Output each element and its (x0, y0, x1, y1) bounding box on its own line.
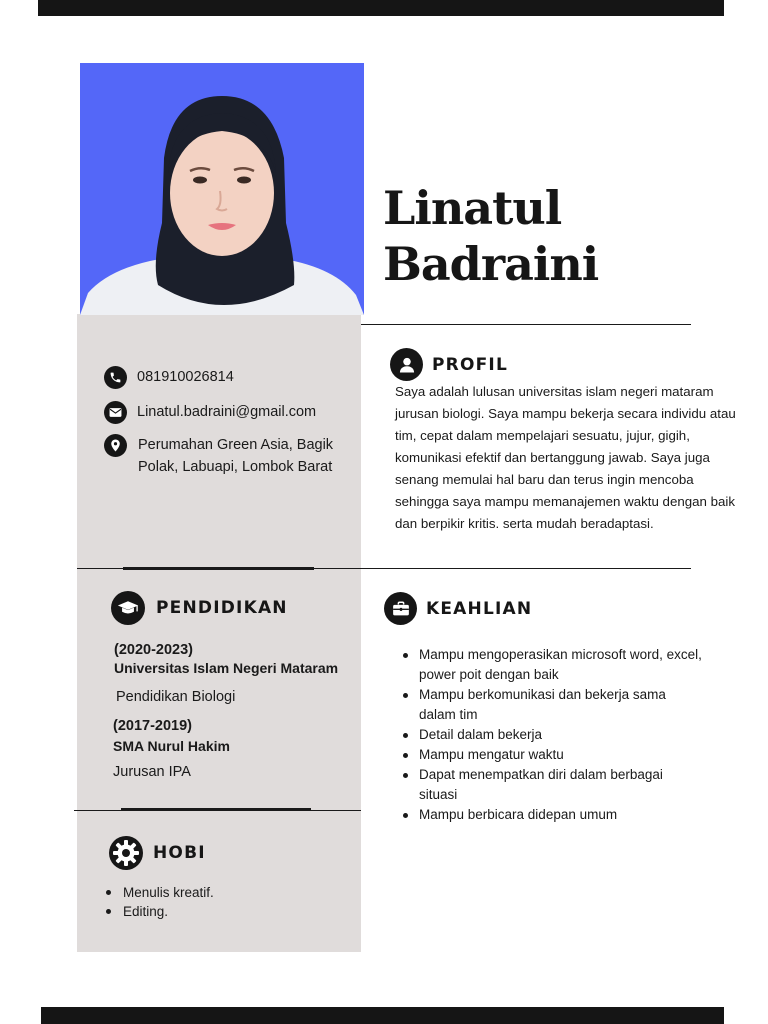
profile-summary: Saya adalah lulusan universitas islam negeri mataram jurusan biologi. Saya mampu bekerja secara individu atau tim, cepat dalam mempelajari sesuatu, jujur, gigih, komunikasi efektif dan bertanggung jawab. Saya juga senang memulai hal baru dan terus ingin mencoba sehingga saya mampu memanajemen waktu dengan baik dan berpikir kritis. serta mudah beradaptasi. (395, 384, 736, 531)
skills-title: KEAHLIAN (426, 598, 533, 619)
hobbies-heading (109, 836, 206, 870)
education-major-1: Pendidikan Biologi (116, 689, 236, 705)
email-address: Linatul.badraini@gmail.com (137, 404, 317, 420)
education-period-2: (2017-2019) (113, 718, 192, 734)
graduation-cap-icon (111, 591, 145, 625)
name-line-1: Linatul (383, 181, 562, 235)
education-period-1: (2020-2023) (114, 642, 193, 658)
mail-icon (104, 401, 127, 424)
name-line-2: Badraini (383, 237, 599, 291)
phone-icon (104, 366, 127, 389)
user-icon (390, 348, 423, 381)
hobbies-list (106, 883, 214, 921)
briefcase-icon (384, 592, 417, 625)
contact-email (104, 401, 316, 424)
divider-name (361, 324, 691, 325)
profile-title: PROFIL (432, 354, 508, 375)
portrait-illustration (80, 63, 364, 315)
skills-heading (384, 592, 532, 625)
education-school-1: Universitas Islam Negeri Mataram (114, 660, 339, 676)
divider-sidebar-accent (121, 808, 311, 811)
list-item: Editing. (106, 902, 214, 921)
contact-phone (104, 366, 234, 389)
contact-address (104, 434, 333, 478)
divider-middle-accent (123, 567, 314, 570)
list-item: Detail dalam bekerja (403, 725, 703, 745)
list-item: Menulis kreatif. (106, 883, 214, 902)
profile-photo (80, 63, 364, 315)
location-pin-icon (104, 434, 127, 457)
list-item: Mampu mengoperasikan microsoft word, excel, power poit dengan baik (403, 645, 703, 685)
address-line-1: Perumahan Green Asia, Bagik (138, 437, 334, 453)
list-item: Dapat menempatkan diri dalam berbagai situasi (403, 765, 703, 805)
gear-icon (109, 836, 143, 870)
education-school-2: SMA Nurul Hakim (113, 738, 230, 754)
address-text (138, 434, 333, 478)
top-bar (38, 0, 724, 16)
education-title: PENDIDIKAN (156, 598, 288, 618)
education-heading (111, 591, 288, 625)
bottom-bar (41, 1007, 724, 1024)
list-item: Mampu mengatur waktu (403, 745, 703, 765)
phone-number: 081910026814 (137, 369, 234, 385)
skills-list (403, 645, 703, 825)
hobbies-title: HOBI (153, 843, 206, 863)
profile-heading (390, 348, 508, 381)
list-item: Mampu berkomunikasi dan bekerja sama dalam tim (403, 685, 703, 725)
full-name (383, 180, 598, 292)
education-major-2: Jurusan IPA (113, 764, 191, 780)
address-line-2: Polak, Labuapi, Lombok Barat (138, 459, 333, 475)
list-item: Mampu berbicara didepan umum (403, 805, 703, 825)
